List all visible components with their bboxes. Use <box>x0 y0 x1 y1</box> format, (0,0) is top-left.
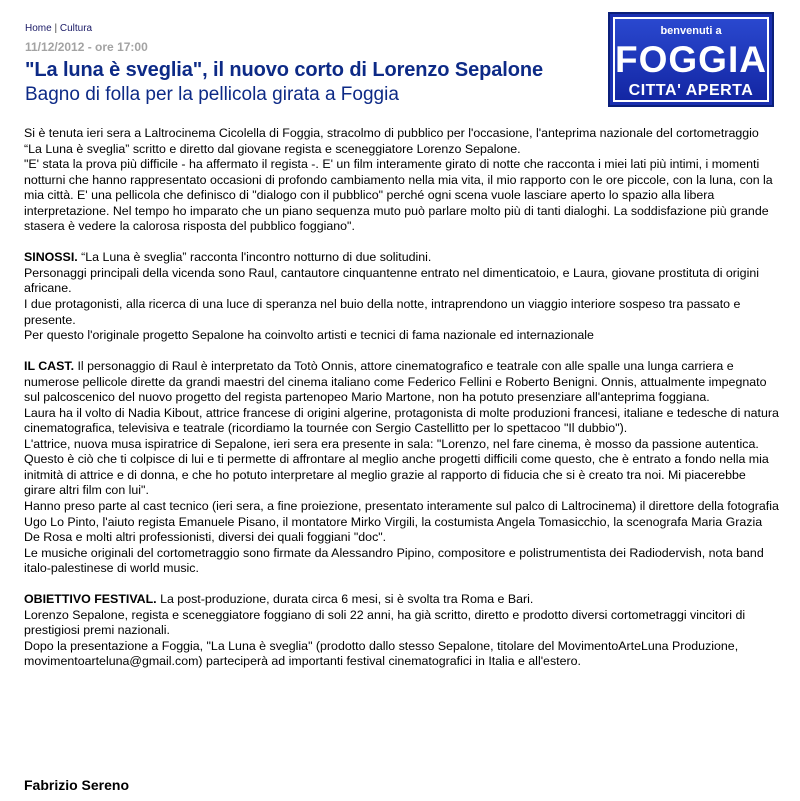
sinossi-paragraph: Per questo l'originale progetto Sepalone ha coinvolto artisti e tecnici di fama nazionale ed internazionale <box>24 328 594 343</box>
cast-lead-text: Il personaggio di Raul è interpretato da Totò Onnis, attore cinematografico e teatrale con alle spalle una lunga carriera e numerose pellicole dirette da grandi maestri del cinema italiano come Federico Fellini e Roberto Benigni. Onnis, attualmente impegnato sul palcoscenico del nuovo progetto del regista partenopeo Mario Martone, non ha potuto presenziare all'anteprima foggiana. <box>24 359 767 405</box>
breadcrumb <box>25 23 92 34</box>
cast-paragraph: Laura ha il volto di Nadia Kibout, attrice francese di origini algerine, protagonista di molte produzioni francesi, italiane e tedesche di natura cinematografica, televisiva e teatrale (ricordiamo la tournée con Sergio Castellitto per lo spettacoo "Il dubbio"). <box>24 405 779 436</box>
intro-paragraph: Si è tenuta ieri sera a Laltrocinema Cicolella di Foggia, stracolmo di pubblico per l'occasione, l'anteprima nazionale del cortometraggio “La Luna è sveglia” scritto e diretto dal giovane regista e sceneggiatore Lorenzo Sepalone. <box>24 126 759 156</box>
article-body <box>24 126 779 686</box>
sinossi-paragraph: I due protagonisti, alla ricerca di una luce di speranza nel buio della notte, intraprendono un viaggio interiore sospeso tra passato e presente. <box>24 296 741 327</box>
foggia-citta-aperta-banner[interactable] <box>608 12 774 107</box>
cast-heading: IL CAST. <box>24 359 75 374</box>
sinossi-paragraph: Personaggi principali della vicenda sono Raul, cantautore cinquantenne entrato nel dimenticatoio, e Laura, giovane prostituta di origini africane. <box>24 265 759 296</box>
banner-tagline: CITTA' APERTA <box>628 82 754 99</box>
sinossi-heading: SINOSSI. <box>24 250 78 265</box>
article-title: "La luna è sveglia", il nuovo corto di Lorenzo Sepalone <box>25 59 543 81</box>
breadcrumb-section-link[interactable]: Cultura <box>59 23 93 34</box>
breadcrumb-separator: | <box>54 23 58 34</box>
festival-heading: OBIETTIVO FESTIVAL. <box>24 592 157 607</box>
festival-paragraph: Dopo la presentazione a Foggia, "La Luna è sveglia" (prodotto dallo stesso Sepalone, titolare del MovimentoArteLuna Produzione, movimentoarteluna@gmail.com) parteciperà ad importanti festival cinematografici in Italia e all'estero. <box>24 638 739 669</box>
cast-paragraph: Hanno preso parte al cast tecnico (ieri sera, a fine proiezione, presentato interamente sul palco di Laltrocinema) il direttore della fotografia Ugo Lo Pinto, l'aiuto regista Emanuele Pisano, il montatore Mirko Virgili, la costumista Angela Tomasicchio, la scenografa Maria Grazia De Rosa e molti altri professionisti, diversi dei quali foggiani "doc". <box>24 499 779 545</box>
intro-quote-paragraph: "E' stata la prova più difficile - ha affermato il regista -. E' un film interamente girato di notte che racconta i miei lati più intimi, i momenti notturni che hanno rappresentato occasioni di profondo cambiamento nella mia vita, il mio rapporto con le ore piccole, con la luna, con la mia città. E' una pellicola che definisco di "dialogo con il pubblico" perché ogni scena vuole lasciare aperto lo spazio alla libera interpretazione. Nel tempo ho imparato che un piano sequenza muto può parlare molto più di tanti dialoghi. La soddisfazione più grande stasera è vedere la calorosa risposta del pubblico foggiano". <box>24 157 773 234</box>
banner-frame <box>613 17 769 102</box>
sinossi-section <box>24 250 779 343</box>
festival-lead <box>24 592 779 608</box>
banner-welcome-text: benvenuti a <box>660 25 722 37</box>
sinossi-lead <box>24 250 779 266</box>
festival-lead-text: La post-produzione, durata circa 6 mesi, si è svolta tra Roma e Bari. <box>156 592 534 607</box>
cast-section <box>24 359 779 577</box>
festival-paragraph: Lorenzo Sepalone, regista e sceneggiatore foggiano di soli 22 anni, ha già scritto, diretto e prodotto diversi cortometraggi vincitori di prestigiosi premi nazionali. <box>24 607 746 638</box>
article-author: Fabrizio Sereno <box>24 777 130 793</box>
banner-city-name: FOGGIA <box>615 39 767 80</box>
cast-lead <box>24 359 779 406</box>
article-date: 11/12/2012 - ore 17:00 <box>25 40 148 54</box>
sinossi-lead-text: “La Luna è sveglia” racconta l'incontro notturno di due solitudini. <box>77 250 432 265</box>
cast-paragraph: L'attrice, nuova musa ispiratrice di Sepalone, ieri sera era presente in sala: "Lorenzo, nel fare cinema, è mosso da passione autentica. Questo è ciò che ti colpisce di lui e ti permette di affrontare al meglio anche progetti difficili come questo, che è entrato a fondo nella mia initmità di attrice e di donna, e che ho potuto interpretare al meglio grazie al rapporto di fiducia che si è creato tra noi. Mi piacerebbe girare altri film con lui". <box>24 436 769 498</box>
cast-paragraph: Le musiche originali del cortometraggio sono firmate da Alessandro Pipino, compositore e polistrumentista dei Radiodervish, nota band italo-palestinese di world music. <box>24 545 764 576</box>
intro-section <box>24 126 779 235</box>
article-subtitle: Bagno di folla per la pellicola girata a Foggia <box>25 84 399 105</box>
breadcrumb-home-link[interactable]: Home <box>25 23 52 34</box>
festival-section <box>24 592 779 670</box>
